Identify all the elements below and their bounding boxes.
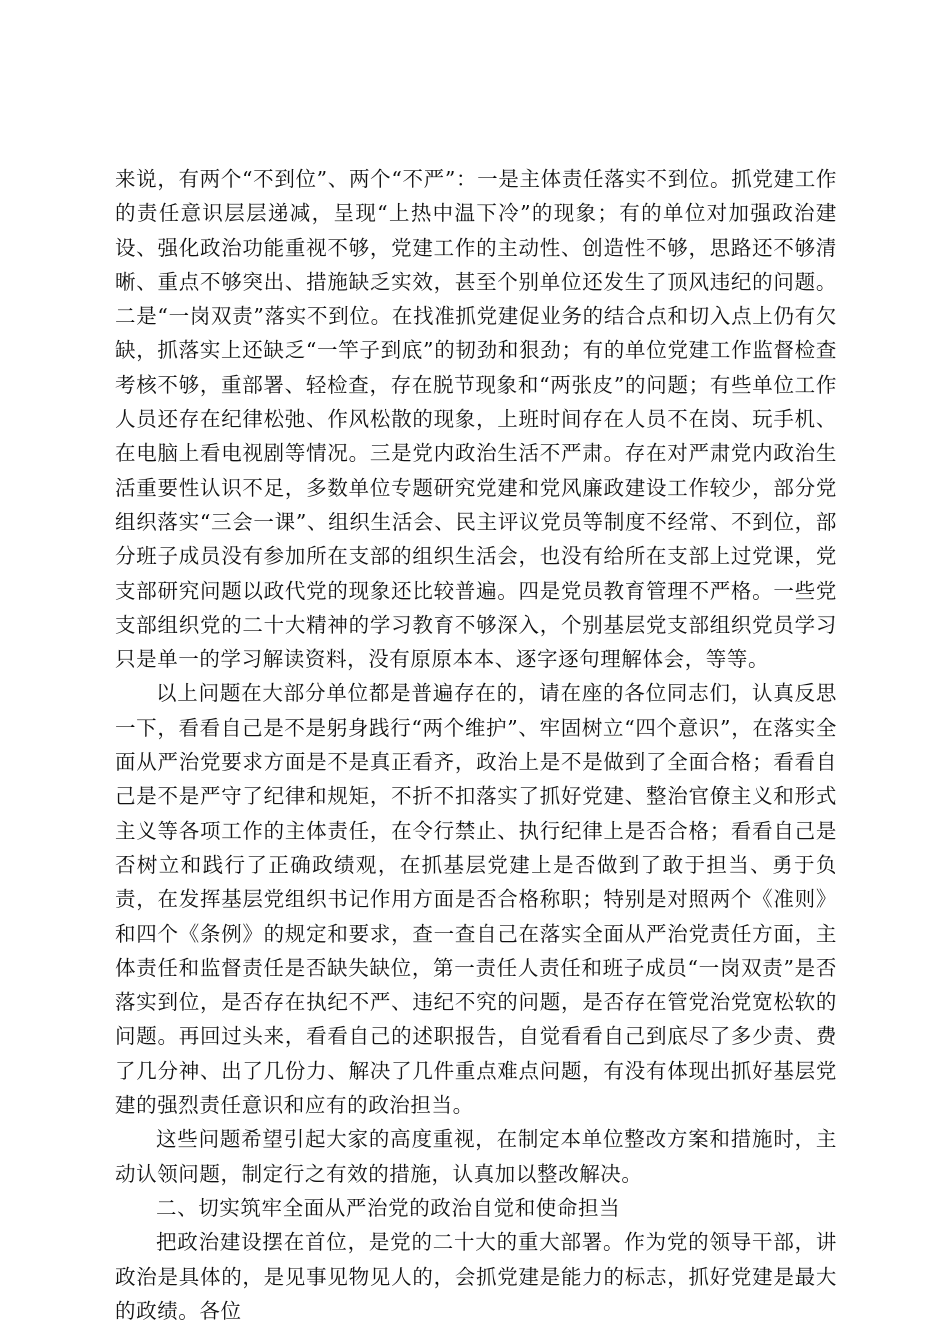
paragraph-problems-list: 来说，有两个“不到位”、两个“不严”：一是主体责任落实不到位。抓党建工作的责任意识层层递减，呈现“上热中温下冷”的现象；有的单位对加强政治建设、强化政治功能重视不够，党建工作的主动性、创造性不够，思路还不够清晰、重点不够突出、措施缺乏实效，甚至个别单位还发生了顶风违纪的问题。二是“一岗双责”落实不到位。在找准抓党建促业务的结合点和切入点上仍有欠缺，抓落实上还缺乏“一竿子到底”的韧劲和狠劲；有的单位党建工作监督检查考核不够，重部署、轻检查，存在脱节现象和“两张皮”的问题；有些单位工作人员还存在纪律松弛、作风松散的现象，上班时间存在人员不在岗、玩手机、在电脑上看电视剧等情况。三是党内政治生活不严肃。存在对严肃党内政治生活重要性认识不足，多数单位专题研究党建和党风廉政建设工作较少，部分党组织落实“三会一课”、组织生活会、民主评议党员等制度不经常、不到位，部分班子成员没有参加所在支部的组织生活会，也没有给所在支部上过党课，党支部研究问题以政代党的现象还比较普遍。四是党员教育管理不严格。一些党支部组织党的二十大精神的学习教育不够深入，个别基层党支部组织党员学习只是单一的学习解读资料，没有原原本本、逐字逐句理解体会，等等。 <box>115 167 837 672</box>
section-heading-2: 二、切实筑牢全面从严治党的政治自觉和使命担当 <box>156 1195 621 1220</box>
paragraph-self-reflection: 以上问题在大部分单位都是普遍存在的，请在座的各位同志们，认真反思一下，看看自己是不是躬身践行“两个维护”、牢固树立“四个意识”，在落实全面从严治党要求方面是不是真正看齐，政治上是不是做到了全面合格；看看自己是不是严守了纪律和规矩，不折不扣落实了抓好党建、整治官僚主义和形式主义等各项工作的主体责任，在令行禁止、执行纪律上是否合格；看看自己是否树立和践行了正确政绩观，在抓基层党建上是否做到了敢于担当、勇于负责，在发挥基层党组织书记作用方面是否合格称职；特别是对照两个《准则》和四个《条例》的规定和要求，查一查自己在落实全面从严治党责任方面，主体责任和监督责任是否缺失缺位，第一责任人责任和班子成员“一岗双责”是否落实到位，是否存在执纪不严、违纪不究的问题，是否存在管党治党宽松软的问题。再回过头来，看看自己的述职报告，自觉看看自己到底尽了多少责、费了几分神、出了几份力、解决了几件重点难点问题，有没有体现出抓好基层党建的强烈责任意识和应有的政治担当。 <box>115 681 837 1118</box>
paragraph-political-building: 把政治建设摆在首位，是党的二十大的重大部署。作为党的领导干部，讲政治是具体的，是见事见物见人的，会抓党建是能力的标志，抓好党建是最大的政绩。各位 <box>115 1230 837 1323</box>
paragraph-rectification: 这些问题希望引起大家的高度重视，在制定本单位整改方案和措施时，主动认领问题，制定行之有效的措施，认真加以整改解决。 <box>115 1127 837 1186</box>
document-body <box>115 162 837 1328</box>
